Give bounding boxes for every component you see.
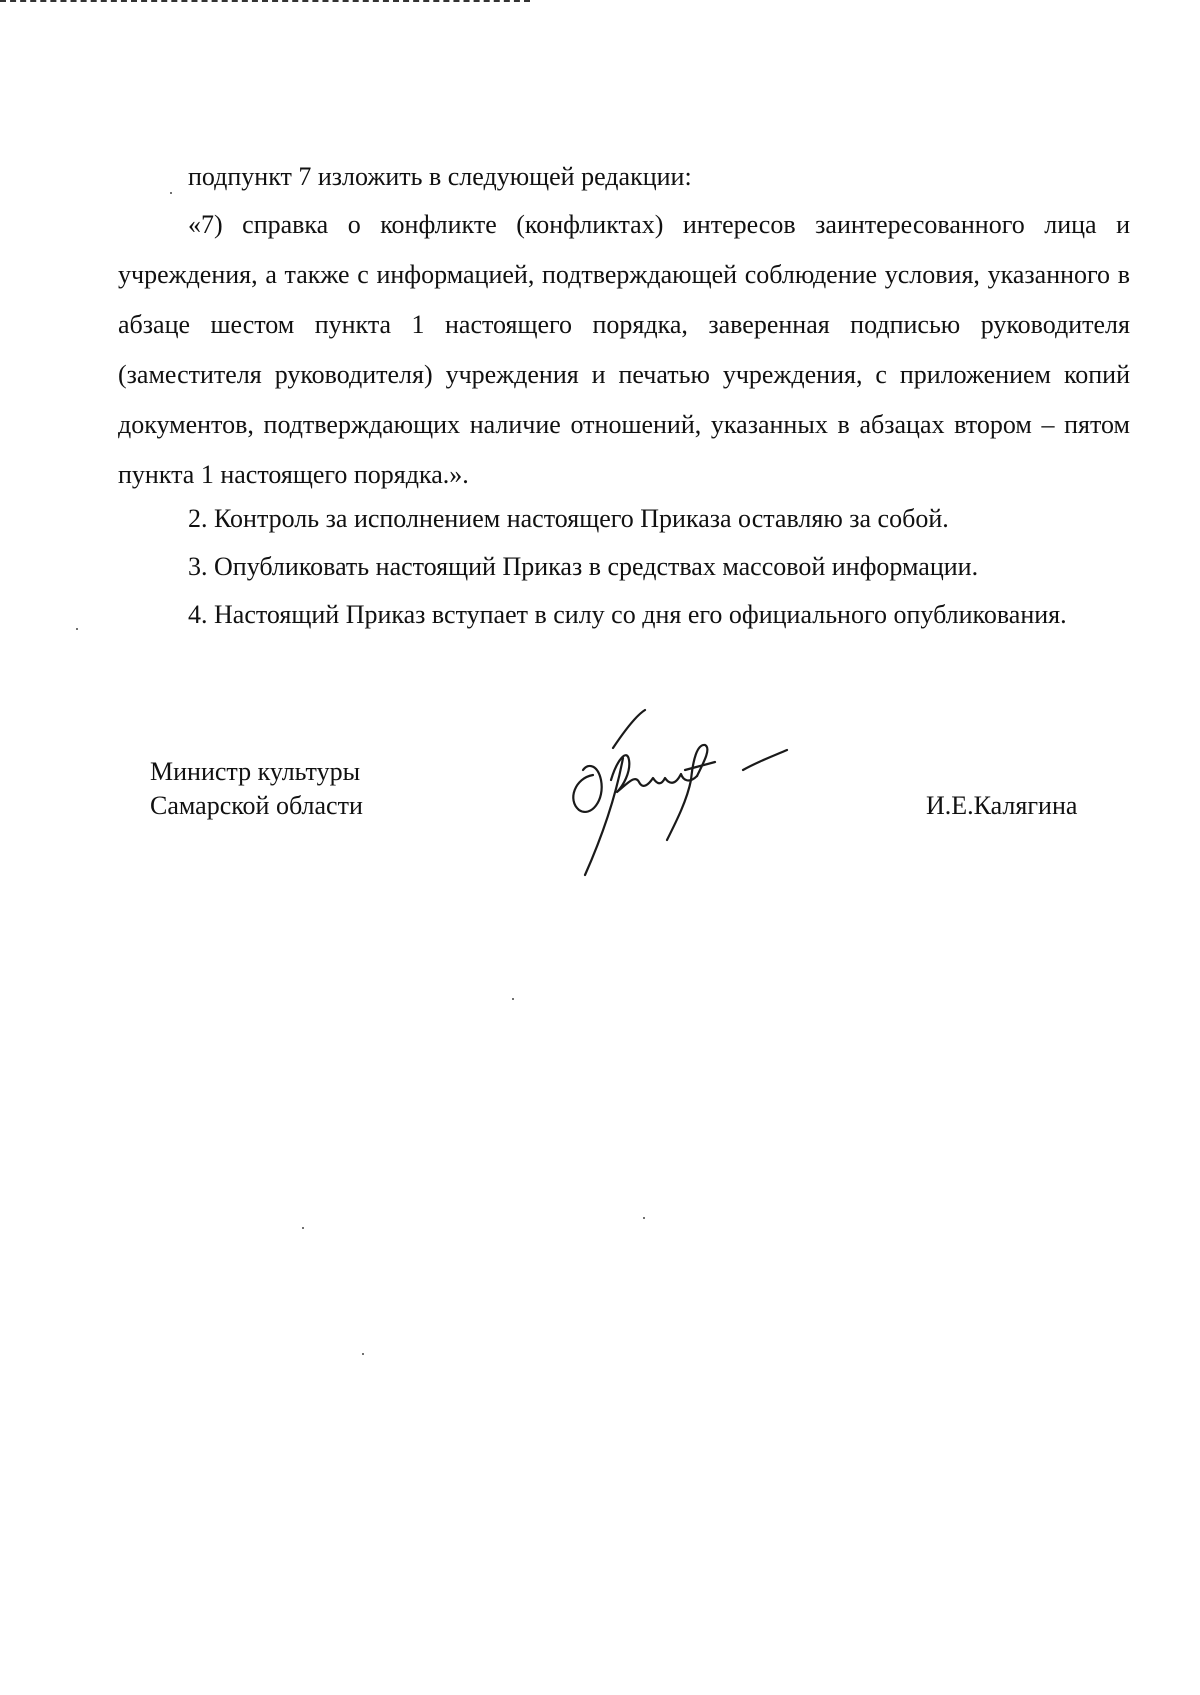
paragraph-subitem-7: «7) справка о конфликте (конфликтах) интересов заинтересованного лица и учреждения, а также с информацией, подтверждающей соблюдение условия, указанного в абзаце шестом пункта 1 настоящего порядка, заверенная подписью руководителя (заместителя руководителя) учреждения и печатью учреждения, с приложением копий документов, подтверждающих наличие отношений, указанных в абзацах втором – пятом пункта 1 настоящего порядка.». bbox=[118, 210, 1130, 489]
paragraph-2: 2. Контроль за исполнением настоящего Приказа оставляю за собой. bbox=[188, 504, 949, 533]
paragraph-4: 4. Настоящий Приказ вступает в силу со дня его официального опубликования. bbox=[188, 600, 1067, 629]
scan-speck bbox=[512, 998, 514, 1000]
signatory-role-line1: Министр культуры bbox=[150, 757, 361, 786]
scan-speck bbox=[76, 628, 78, 630]
signatory-role bbox=[150, 755, 363, 823]
handwritten-signature bbox=[565, 700, 845, 880]
paragraph-3: 3. Опубликовать настоящий Приказ в средствах массовой информации. bbox=[188, 552, 979, 581]
scan-speck bbox=[643, 1217, 645, 1219]
scan-speck bbox=[362, 1353, 364, 1355]
signatory-role-line2: Самарской области bbox=[150, 791, 363, 820]
signatory-name: И.Е.Калягина bbox=[926, 791, 1078, 820]
scan-speck bbox=[170, 192, 172, 194]
top-cut-line bbox=[0, 0, 530, 4]
paragraph-intro: подпункт 7 изложить в следующей редакции: bbox=[188, 162, 692, 191]
scan-speck bbox=[302, 1227, 304, 1229]
